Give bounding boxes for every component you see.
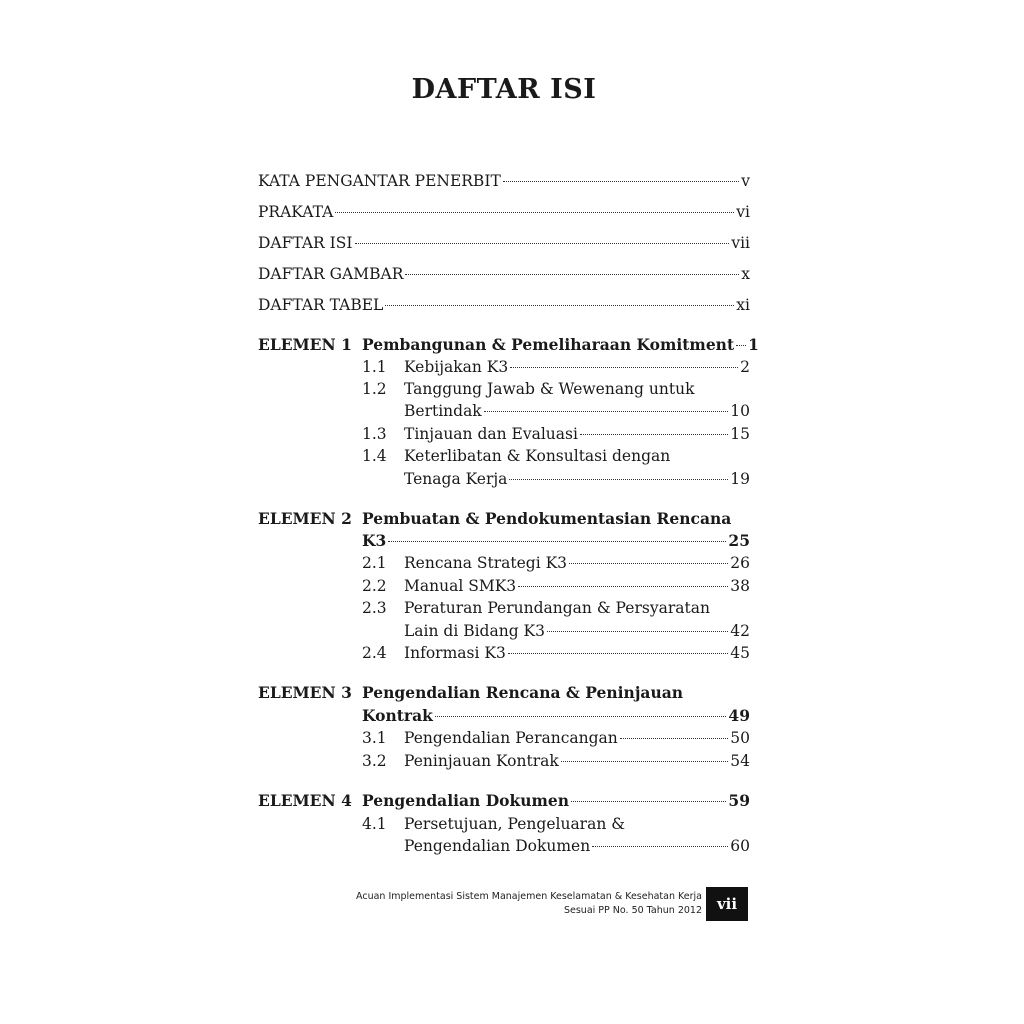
leader-dots [518, 586, 728, 587]
element-title: Pengendalian Rencana & Peninjauan [362, 683, 684, 702]
leader-dots [385, 305, 734, 306]
toc-entry-front-matter[interactable] [258, 201, 750, 223]
section-page: 42 [730, 622, 750, 640]
toc-section-entry[interactable] [258, 575, 750, 597]
leader-dots [388, 541, 726, 542]
toc-section-entry-continued[interactable] [258, 468, 750, 490]
leader-dots [510, 367, 738, 368]
section-title: Peraturan Perundangan & Persyaratan [404, 599, 710, 617]
section-number: 2.4 [362, 644, 387, 662]
toc-section-entry[interactable] [258, 356, 750, 378]
leader-dots [547, 631, 728, 632]
leader-dots [405, 274, 739, 275]
element-page: 1 [748, 335, 759, 354]
toc-element-heading-continued[interactable] [258, 705, 750, 727]
section-page: 54 [730, 752, 750, 770]
footer-line-2: Sesuai PP No. 50 Tahun 2012 [563, 905, 702, 916]
section-title: Informasi K3 [404, 644, 506, 662]
section-number: 3.1 [362, 729, 387, 747]
toc-section-entry-continued[interactable] [258, 400, 750, 422]
element-page: 59 [728, 791, 750, 810]
toc-element-heading[interactable] [258, 508, 750, 530]
toc-element-heading-continued[interactable] [258, 530, 750, 552]
section-title: Tinjauan dan Evaluasi [404, 425, 578, 443]
section-title-continued: Bertindak [404, 402, 482, 420]
toc-entry-page: xi [736, 296, 750, 314]
toc-entry-front-matter[interactable] [258, 263, 750, 285]
toc-section-entry[interactable] [258, 423, 750, 445]
toc-entry-label: DAFTAR ISI [258, 234, 353, 252]
element-title: Pembuatan & Pendokumentasian Rencana [362, 509, 732, 528]
toc-entry-front-matter[interactable] [258, 170, 750, 192]
toc-entry-page: vii [731, 234, 750, 252]
leader-dots [509, 479, 728, 480]
toc-entry-page: x [741, 265, 750, 283]
section-number: 1.2 [362, 380, 387, 398]
section-page: 60 [730, 837, 750, 855]
section-page: 15 [730, 425, 750, 443]
toc-section-entry[interactable] [258, 750, 750, 772]
section-title-continued: Pengendalian Dokumen [404, 837, 591, 855]
section-title: Pengendalian Perancangan [404, 729, 618, 747]
section-title-continued: Lain di Bidang K3 [404, 622, 545, 640]
leader-dots [435, 716, 727, 717]
toc-element-heading[interactable] [258, 790, 750, 812]
element-title: Pengendalian Dokumen [362, 791, 570, 810]
section-number: 2.2 [362, 577, 387, 595]
toc-section-entry[interactable] [258, 445, 750, 467]
leader-dots [484, 411, 729, 412]
toc-section-entry-continued[interactable] [258, 835, 750, 857]
element-title-continued: Kontrak [362, 706, 433, 725]
section-number: 2.3 [362, 599, 387, 617]
element-title: Pembangunan & Pemeliharaan Komitment [362, 335, 735, 354]
element-label: ELEMEN 1 [258, 335, 352, 354]
section-page: 38 [730, 577, 750, 595]
section-page: 10 [730, 402, 750, 420]
page-title: DAFTAR ISI [411, 74, 597, 105]
toc-section-entry[interactable] [258, 813, 750, 835]
leader-dots [620, 738, 728, 739]
toc-section-entry[interactable] [258, 597, 750, 619]
toc-entry-label: KATA PENGANTAR PENERBIT [258, 172, 501, 190]
leader-dots [569, 563, 728, 564]
leader-dots [355, 243, 730, 244]
element-page: 25 [728, 531, 750, 550]
section-number: 1.1 [362, 358, 387, 376]
section-number: 3.2 [362, 752, 387, 770]
page-number-badge: vii [706, 887, 748, 921]
section-number: 1.4 [362, 447, 387, 465]
toc-entry-page: v [741, 172, 750, 190]
toc-section-entry[interactable] [258, 727, 750, 749]
section-page: 45 [730, 644, 750, 662]
element-title-continued: K3 [362, 531, 387, 550]
leader-dots [736, 345, 746, 346]
leader-dots [580, 434, 728, 435]
section-title: Manual SMK3 [404, 577, 517, 595]
leader-dots [592, 846, 728, 847]
page-footer [300, 890, 702, 918]
toc-element-heading[interactable] [258, 682, 750, 704]
toc-entry-label: DAFTAR TABEL [258, 296, 384, 314]
leader-dots [561, 761, 729, 762]
toc-section-entry[interactable] [258, 642, 750, 664]
section-title: Persetujuan, Pengeluaran & [404, 815, 626, 833]
toc-entry-front-matter[interactable] [258, 232, 750, 254]
section-title: Keterlibatan & Konsultasi dengan [404, 447, 671, 465]
section-title-continued: Tenaga Kerja [404, 470, 508, 488]
section-page: 26 [730, 554, 750, 572]
toc-entry-page: vi [736, 203, 750, 221]
element-page: 49 [728, 706, 750, 725]
section-number: 4.1 [362, 815, 387, 833]
element-label: ELEMEN 2 [258, 509, 352, 528]
leader-dots [508, 653, 728, 654]
section-number: 1.3 [362, 425, 387, 443]
section-page: 19 [730, 470, 750, 488]
section-title: Tanggung Jawab & Wewenang untuk [404, 380, 695, 398]
section-page: 50 [730, 729, 750, 747]
leader-dots [503, 181, 739, 182]
toc-section-entry[interactable] [258, 378, 750, 400]
toc-section-entry-continued[interactable] [258, 620, 750, 642]
element-label: ELEMEN 4 [258, 791, 352, 810]
toc-entry-label: PRAKATA [258, 203, 334, 221]
toc-entry-label: DAFTAR GAMBAR [258, 265, 404, 283]
footer-line-1: Acuan Implementasi Sistem Manajemen Keselamatan & Kesehatan Kerja [356, 891, 702, 902]
section-page: 2 [740, 358, 750, 376]
section-title: Peninjauan Kontrak [404, 752, 559, 770]
element-label: ELEMEN 3 [258, 683, 352, 702]
section-number: 2.1 [362, 554, 387, 572]
leader-dots [335, 212, 734, 213]
section-title: Rencana Strategi K3 [404, 554, 568, 572]
toc-element-heading[interactable] [258, 334, 759, 356]
toc-section-entry[interactable] [258, 552, 750, 574]
section-title: Kebijakan K3 [404, 358, 509, 376]
toc-entry-front-matter[interactable] [258, 294, 750, 316]
leader-dots [571, 801, 726, 802]
